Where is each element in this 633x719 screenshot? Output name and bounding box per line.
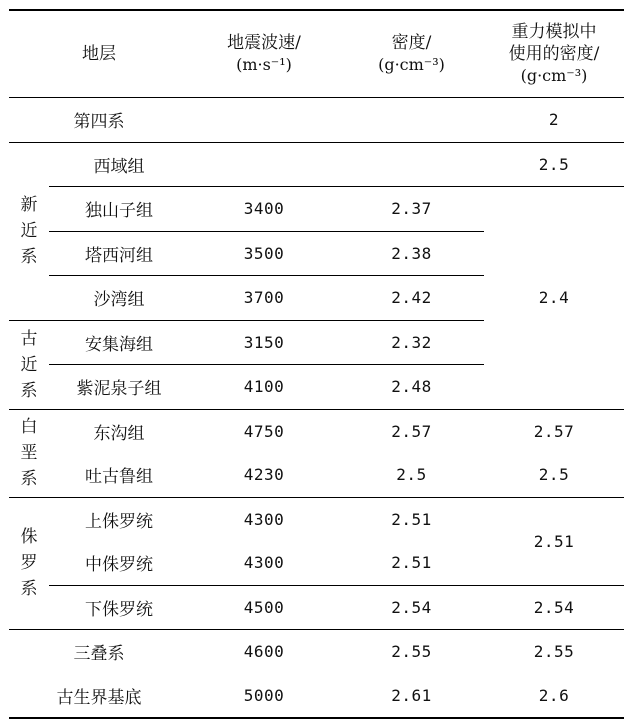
table-row (9, 409, 624, 453)
header-density-unit: (g·cm⁻³) (378, 55, 445, 74)
row-gravity: 2.55 (533, 642, 575, 662)
group-char: 近 (20, 221, 38, 241)
header-row (9, 10, 624, 98)
row-density: 2.37 (339, 187, 484, 232)
table-row (9, 453, 624, 497)
table-row (9, 187, 624, 232)
row-gravity: 2 (484, 98, 624, 143)
row-density: 2.42 (339, 276, 484, 321)
row-velocity: 4500 (189, 585, 339, 630)
row-density: 2.38 (339, 231, 484, 276)
group-char: 系 (20, 469, 38, 489)
row-name: 下侏罗统 (49, 585, 189, 630)
row-density: 2.48 (339, 365, 484, 410)
row-name: 独山子组 (49, 187, 189, 232)
group-label-cretaceous (9, 409, 49, 497)
row-name: 三叠系 (73, 644, 125, 665)
group-char: 新 (20, 195, 38, 215)
header-velocity (189, 10, 339, 98)
header-density (339, 10, 484, 98)
group-char: 古 (20, 328, 38, 349)
row-gravity: 2.54 (484, 585, 624, 630)
row-name: 东沟组 (93, 423, 145, 444)
row-velocity (189, 98, 339, 143)
header-gravity-unit: (g·cm⁻³) (520, 66, 588, 85)
table-row (9, 585, 624, 630)
group-char: 系 (20, 380, 38, 401)
row-name: 安集海组 (49, 320, 189, 365)
row-density: 2.51 (391, 509, 432, 529)
row-density: 2.5 (339, 453, 484, 497)
row-density: 2.57 (391, 421, 432, 441)
table-row (9, 674, 624, 719)
row-velocity: 4300 (189, 541, 339, 585)
row-velocity: 3500 (189, 231, 339, 276)
row-density: 2.32 (339, 320, 484, 365)
table-row (9, 98, 624, 143)
row-velocity (189, 142, 339, 187)
row-gravity: 2.6 (484, 674, 624, 719)
row-density: 2.55 (391, 642, 432, 662)
table-row (9, 630, 624, 674)
row-name: 第四系 (9, 98, 189, 143)
group-char: 系 (20, 579, 38, 600)
row-name: 西域组 (49, 142, 189, 187)
row-name: 塔西河组 (49, 231, 189, 276)
row-gravity-merged: 2.4 (484, 187, 624, 410)
header-density-label: 密度/ (391, 33, 432, 53)
row-name: 沙湾组 (49, 276, 189, 321)
header-stratum: 地层 (82, 44, 116, 64)
group-label-paleogene (9, 320, 49, 409)
header-gravity-density (484, 10, 624, 98)
group-label-jurassic (9, 497, 49, 630)
row-velocity: 4100 (189, 365, 339, 410)
group-char: 垩 (20, 443, 38, 463)
strata-density-table (9, 9, 624, 719)
row-name: 上侏罗统 (85, 511, 153, 532)
row-velocity: 4600 (243, 642, 285, 662)
row-velocity: 4750 (243, 421, 285, 441)
header-gravity-line2: 使用的密度/ (508, 44, 600, 64)
row-density (339, 98, 484, 143)
row-velocity: 3400 (189, 187, 339, 232)
group-char: 白 (20, 417, 38, 437)
row-velocity: 4300 (243, 509, 285, 529)
row-gravity: 2.5 (484, 142, 624, 187)
table-row (9, 497, 624, 541)
row-density: 2.51 (339, 541, 484, 585)
row-velocity: 3700 (189, 276, 339, 321)
row-density: 2.61 (339, 674, 484, 719)
group-char: 近 (20, 354, 38, 375)
row-gravity: 2.57 (533, 421, 575, 441)
row-velocity: 4230 (189, 453, 339, 497)
row-name: 紫泥泉子组 (49, 365, 189, 410)
row-gravity-merged: 2.51 (484, 497, 624, 585)
group-char: 侏 (20, 527, 38, 548)
row-velocity: 5000 (189, 674, 339, 719)
table-row (9, 142, 624, 187)
row-name: 中侏罗统 (49, 541, 189, 585)
row-density: 2.54 (339, 585, 484, 630)
group-char: 系 (20, 247, 38, 267)
row-name: 古生界基底 (9, 674, 189, 719)
header-velocity-label: 地震波速/ (227, 33, 301, 53)
group-label-neogene (9, 142, 49, 320)
row-density (339, 142, 484, 187)
row-velocity: 3150 (189, 320, 339, 365)
row-name: 吐古鲁组 (49, 453, 189, 497)
group-char: 罗 (20, 553, 38, 574)
header-velocity-unit: (m·s⁻¹) (236, 55, 292, 74)
header-gravity-line1: 重力模拟中 (511, 22, 597, 42)
row-gravity: 2.5 (484, 453, 624, 497)
